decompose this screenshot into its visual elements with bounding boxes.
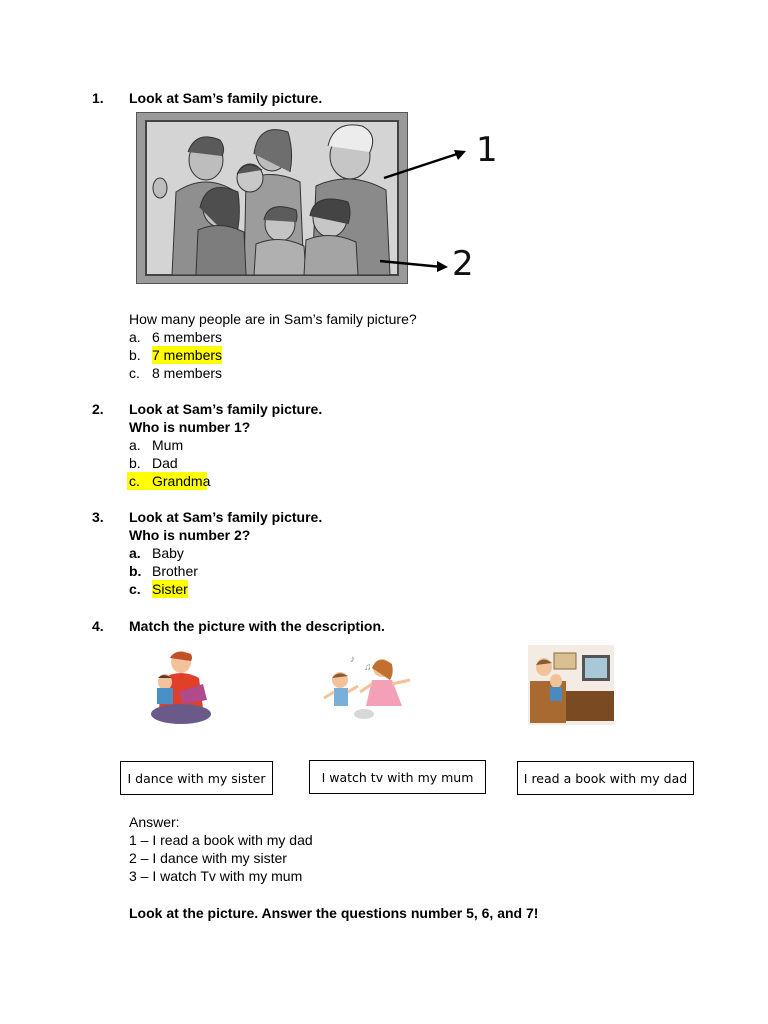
q1-title: Look at Sam’s family picture. xyxy=(129,90,323,106)
q3-option-text: Brother xyxy=(152,563,198,579)
description-box-tv: I watch tv with my mum xyxy=(309,760,486,794)
reading-picture xyxy=(145,648,215,726)
q1-option-text: 8 members xyxy=(152,365,223,381)
dancing-picture xyxy=(320,650,416,722)
q1-number: 1. xyxy=(92,90,104,106)
q1-option-letter: c. xyxy=(129,365,140,381)
q3-number: 3. xyxy=(92,509,104,525)
q2-subtitle: Who is number 1? xyxy=(129,419,251,435)
q2-option-text-highlighted: Grandma xyxy=(152,473,211,489)
q2-option-letter: c. xyxy=(129,473,140,489)
q2-option-text: Mum xyxy=(152,437,184,453)
q2-option-text: Dad xyxy=(152,455,178,471)
description-box-book: I read a book with my dad xyxy=(517,761,694,795)
q3-option-text: Baby xyxy=(152,545,184,561)
answer-label: Answer: xyxy=(129,814,180,830)
q2-option-letter: a. xyxy=(129,437,141,453)
answer-line: 1 – I read a book with my dad xyxy=(129,832,313,848)
family-picture-drawing xyxy=(136,112,408,284)
q1-option-text-highlighted: 7 members xyxy=(152,347,223,363)
answer-line: 3 – I watch Tv with my mum xyxy=(129,868,303,884)
family-picture xyxy=(136,112,408,284)
q1-option-letter: a. xyxy=(129,329,141,345)
watching-tv-picture xyxy=(528,645,614,725)
svg-text:♫: ♫ xyxy=(364,662,372,673)
q4-title: Match the picture with the description. xyxy=(129,618,385,634)
q4-number: 4. xyxy=(92,618,104,634)
q3-option-letter: a. xyxy=(129,545,141,561)
q2-title: Look at Sam’s family picture. xyxy=(129,401,323,417)
q3-title: Look at Sam’s family picture. xyxy=(129,509,323,525)
q3-option-text-highlighted: Sister xyxy=(152,581,188,597)
description-box-dance: I dance with my sister xyxy=(120,761,273,795)
q2-number: 2. xyxy=(92,401,104,417)
q1-option-text: 6 members xyxy=(152,329,223,345)
q2-option-letter: b. xyxy=(129,455,141,471)
callout-label-1: 1 xyxy=(476,130,498,170)
q3-option-letter: c. xyxy=(129,581,141,597)
q3-option-letter: b. xyxy=(129,563,142,579)
callout-label-2: 2 xyxy=(452,244,474,284)
svg-text:♪: ♪ xyxy=(350,654,355,665)
footer-instruction: Look at the picture. Answer the questions number 5, 6, and 7! xyxy=(129,905,539,921)
q1-option-letter: b. xyxy=(129,347,141,363)
q3-subtitle: Who is number 2? xyxy=(129,527,251,543)
answer-line: 2 – I dance with my sister xyxy=(129,850,287,866)
q1-question: How many people are in Sam’s family picture? xyxy=(129,311,417,327)
